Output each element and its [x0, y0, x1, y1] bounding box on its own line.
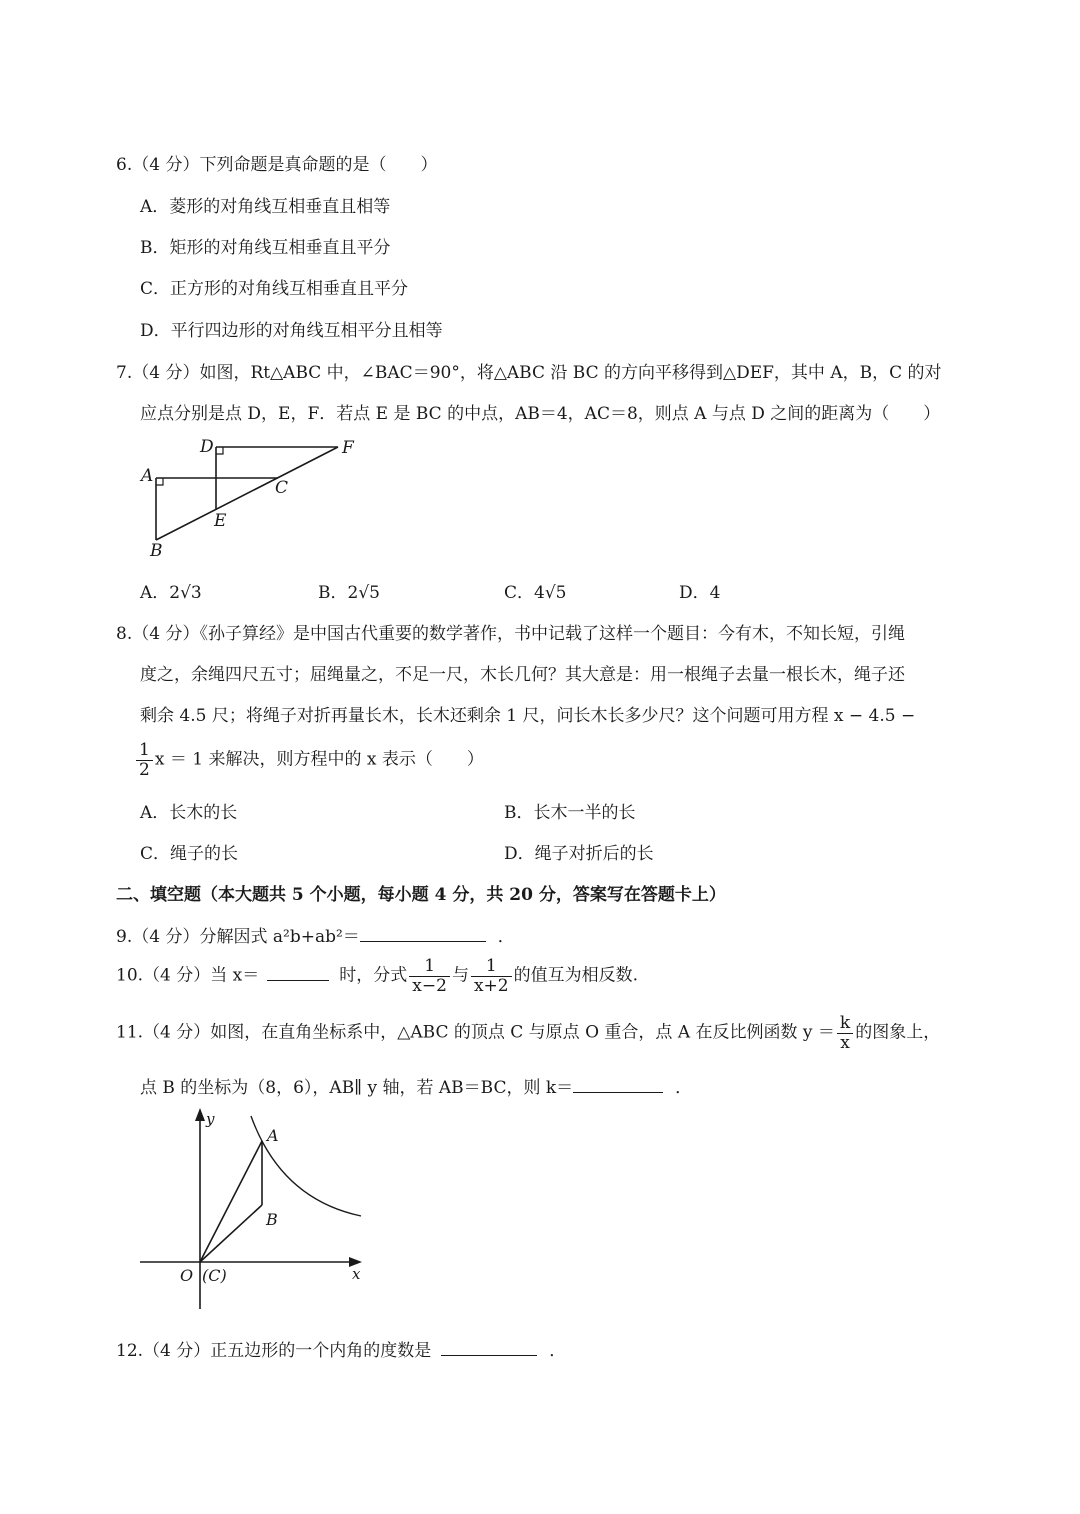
q11-number: 11.: [116, 1022, 144, 1043]
q12-text: 正五边形的一个内角的度数是: [210, 1341, 432, 1361]
q10-text-post: 的值互为相反数.: [513, 965, 638, 986]
option-text: 绳子对折后的长: [534, 844, 654, 864]
q7-option-c[interactable]: [504, 578, 566, 603]
q11-stem-line1: [116, 1014, 940, 1052]
q8-fraction: [136, 741, 153, 779]
label-B: B: [266, 1210, 278, 1229]
q6-option-c[interactable]: [140, 274, 408, 299]
q8-text-line1: 《孙子算经》是中国古代重要的数学著作，书中记载了这样一个题目：今有木，不知长短，引绳: [199, 624, 905, 644]
label-D: D: [200, 437, 214, 457]
label-y: y: [206, 1110, 215, 1128]
q11-text-line1-post: 的图象上，: [855, 1022, 941, 1043]
q8-number: 8.: [116, 624, 133, 644]
q12-end: ．: [549, 1341, 567, 1361]
q10-answer-blank[interactable]: [267, 964, 329, 981]
q8-stem-line4: [134, 741, 484, 779]
section-heading: 二、填空题（本大题共 5 个小题，每小题 4 分，共 20 分，答案写在答题卡上）: [116, 885, 726, 905]
fraction-denominator: x−2: [412, 975, 447, 996]
q8-score: （4 分）: [132, 624, 200, 644]
q10-stem: [116, 957, 638, 995]
fraction-denominator: 2: [139, 759, 150, 780]
option-text: 长木的长: [169, 803, 238, 823]
segment-BF: [156, 447, 338, 540]
label-A: A: [267, 1126, 279, 1145]
q7-text-line1: 如图，Rt△ABC 中，∠BAC＝90°，将△ABC 沿 BC 的方向平移得到△DEF，其中 A，B，C 的对: [199, 363, 942, 383]
q6-score: （4 分）: [132, 155, 200, 175]
fraction-denominator: x+2: [473, 975, 509, 996]
option-label: D．: [140, 321, 171, 341]
q10-fraction-1: [409, 957, 450, 995]
label-B: B: [150, 541, 163, 561]
label-C: C: [275, 478, 289, 498]
q8-stem-line3: 剩余 4.5 尺；将绳子对折再量长木，长木还剩余 1 尺，问长木长多少尺？这个问题可用方程 x − 4.5 −: [140, 706, 916, 726]
q7-option-b[interactable]: [318, 578, 380, 603]
q10-fraction-2: [471, 957, 512, 995]
q12-number: 12.: [116, 1341, 144, 1361]
q6-number: 6.: [116, 155, 133, 175]
q11-text-line1: 如图，在直角坐标系中，△ABC 的顶点 C 与原点 O 重合，点 A 在反比例函数 y ＝: [210, 1022, 835, 1043]
fraction-numerator: 1: [136, 741, 153, 761]
q8-option-d[interactable]: [504, 839, 654, 864]
q10-number: 10.: [116, 965, 144, 986]
q12-score: （4 分）: [143, 1341, 211, 1361]
label-F: F: [342, 438, 354, 458]
q11-end: ．: [675, 1078, 693, 1098]
q8-option-c[interactable]: [140, 839, 238, 864]
label-C: (C): [202, 1266, 227, 1285]
option-label: D．: [504, 844, 535, 864]
option-label: B．: [318, 583, 348, 603]
fraction-numerator: 1: [471, 957, 512, 977]
q10-text-mid: 时，分式: [339, 965, 408, 986]
q8-text-line4: x ＝ 1 来解决，则方程中的 x 表示（ ）: [154, 749, 484, 770]
option-text: 2√3: [169, 583, 202, 603]
option-label: C．: [140, 844, 171, 864]
q9-end: ．: [497, 927, 515, 947]
option-text: 正方形的对角线互相垂直且平分: [170, 279, 409, 299]
option-label: D．: [679, 583, 710, 603]
q8-option-b[interactable]: [504, 798, 636, 823]
option-text: 长木一半的长: [533, 803, 636, 823]
q11-answer-blank[interactable]: [573, 1076, 663, 1093]
option-label: A．: [140, 803, 170, 823]
segment-CA: [200, 1141, 262, 1262]
q7-stem-line1: [116, 358, 942, 383]
q7-figure: [138, 434, 363, 562]
q6-text: 下列命题是真命题的是（ ）: [199, 155, 438, 175]
q9-answer-blank[interactable]: [360, 925, 486, 942]
fraction-numerator: k: [837, 1014, 853, 1034]
q7-number: 7.: [116, 363, 133, 383]
option-label: A．: [140, 197, 170, 217]
q6-option-d[interactable]: [140, 316, 443, 341]
q8-option-a[interactable]: [140, 798, 237, 823]
option-text: 矩形的对角线互相垂直且平分: [169, 238, 391, 258]
q9-score: （4 分）: [132, 927, 200, 947]
option-label: B．: [504, 803, 534, 823]
fraction-denominator: x: [840, 1032, 850, 1053]
q11-score: （4 分）: [143, 1022, 211, 1043]
segment-CB: [200, 1205, 262, 1262]
q8-stem-line2: 度之，余绳四尺五寸；屈绳量之，不足一尺，木长几何？其大意是：用一根绳子去量一根长木，绳子还: [140, 665, 905, 685]
q11-figure: [136, 1104, 376, 1314]
option-label: C．: [140, 279, 171, 299]
label-E: E: [214, 511, 227, 531]
label-O: O: [180, 1266, 194, 1285]
option-text: 2√5: [347, 583, 380, 603]
q7-score: （4 分）: [132, 363, 200, 383]
q11-stem-line2: [140, 1073, 692, 1098]
q6-option-a[interactable]: [140, 192, 390, 217]
option-text: 菱形的对角线互相垂直且相等: [169, 197, 391, 217]
q9-number: 9.: [116, 927, 133, 947]
option-label: C．: [504, 583, 535, 603]
q9-text: 分解因式 a²b+ab²＝: [199, 927, 360, 947]
q11-text-line2: 点 B 的坐标为（8，6），AB∥ y 轴，若 AB＝BC，则 k＝: [140, 1078, 574, 1098]
q12-stem: [116, 1336, 566, 1361]
right-angle-A: [156, 478, 163, 485]
option-label: B．: [140, 238, 170, 258]
q7-option-a[interactable]: [140, 578, 202, 603]
option-label: A．: [140, 583, 170, 603]
option-text: 4√5: [534, 583, 567, 603]
q10-text-pre: 当 x＝: [210, 965, 260, 986]
option-text: 4: [709, 583, 721, 603]
q6-option-b[interactable]: [140, 233, 391, 258]
label-A: A: [141, 466, 154, 486]
q9-stem: [116, 922, 515, 947]
y-axis-arrow-icon: [195, 1108, 205, 1121]
option-text: 平行四边形的对角线互相平分且相等: [170, 321, 443, 341]
q11-fraction: [837, 1014, 853, 1052]
q10-score: （4 分）: [143, 965, 211, 986]
option-text: 绳子的长: [170, 844, 239, 864]
q10-text-and: 与: [451, 965, 469, 986]
q6-stem: [116, 150, 437, 175]
fraction-numerator: 1: [409, 957, 450, 977]
q7-option-d[interactable]: [679, 578, 720, 603]
q8-stem-line1: [116, 619, 905, 644]
q12-answer-blank[interactable]: [441, 1339, 537, 1356]
right-angle-D: [216, 447, 223, 454]
label-x: x: [352, 1265, 361, 1283]
q7-stem-line2: 应点分别是点 D，E，F．若点 E 是 BC 的中点，AB＝4，AC＝8，则点 A 与点 D 之间的距离为（ ）: [140, 404, 941, 424]
